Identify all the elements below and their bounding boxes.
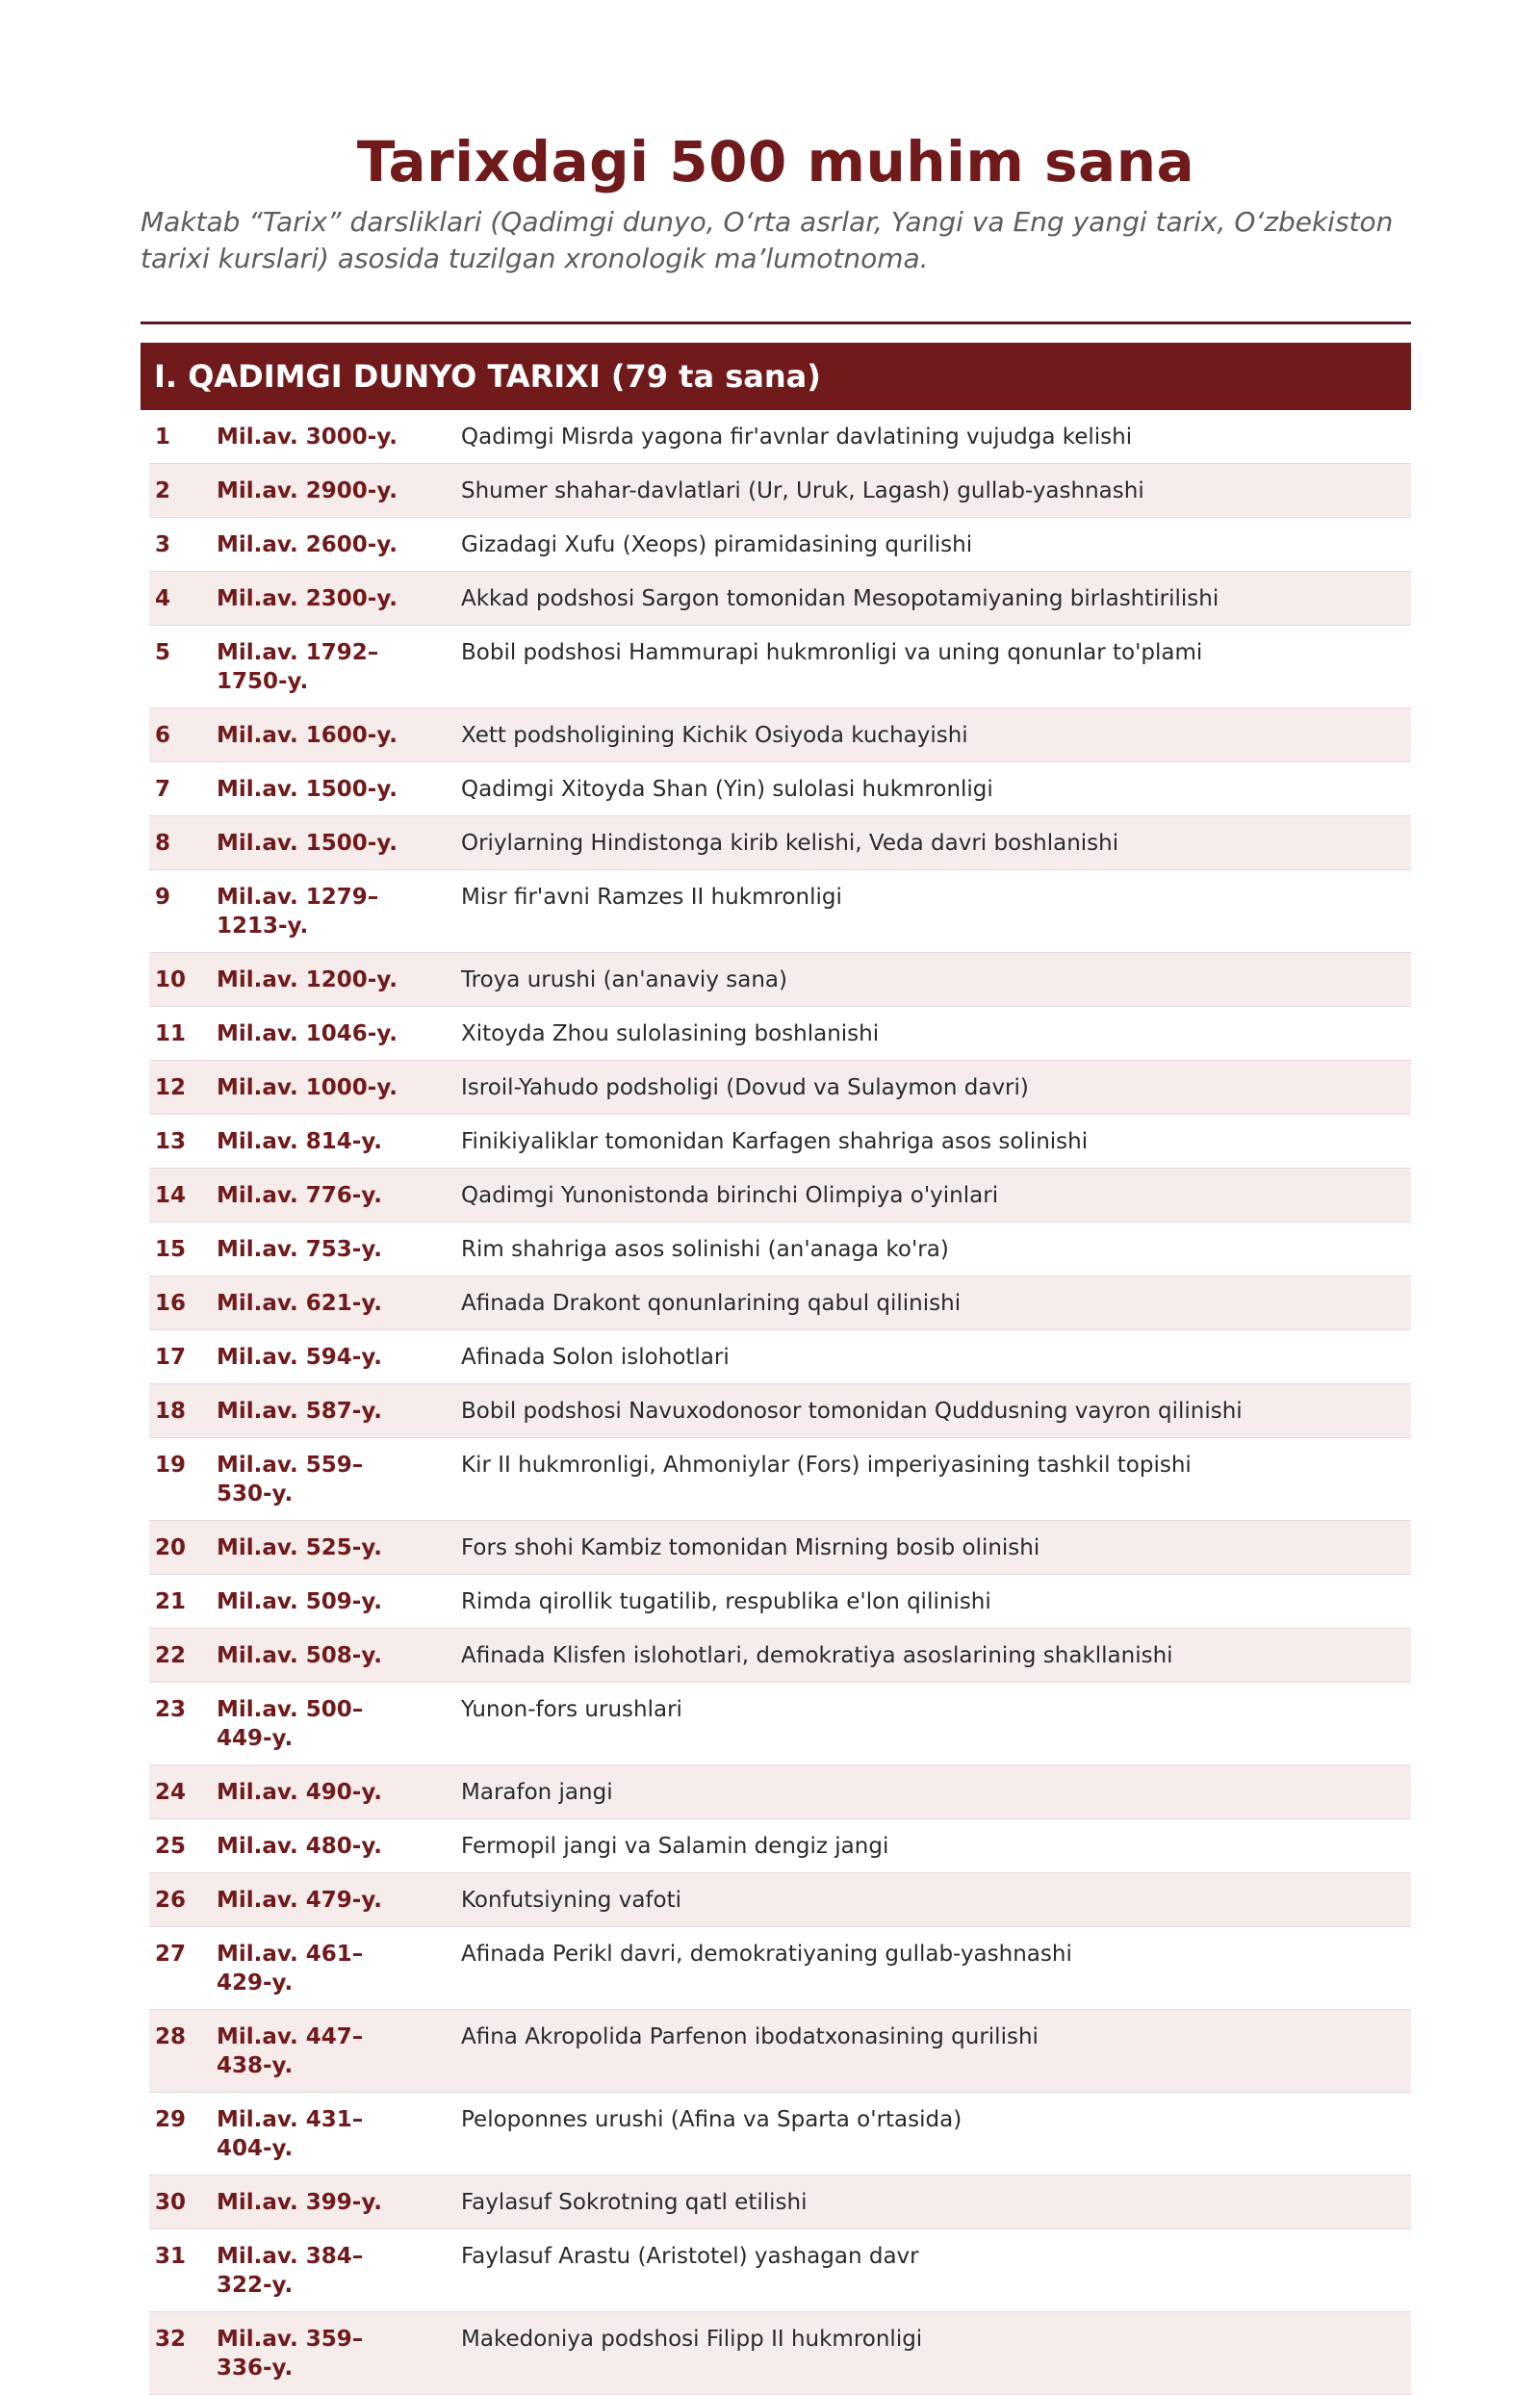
row-date: Mil.av. 431–404-y.	[217, 2107, 364, 2161]
row-date-cell	[217, 1061, 461, 1115]
row-number: 16	[149, 1276, 217, 1330]
row-date: Mil.av. 384–322-y.	[217, 2244, 364, 2298]
row-date-cell	[217, 1276, 461, 1330]
row-event: Troya urushi (an'anaviy sana)	[461, 953, 1411, 1007]
row-date: Mil.av. 2900-y.	[217, 478, 398, 503]
row-event: Finikiyaliklar tomonidan Karfagen shahriga asos solinishi	[461, 1115, 1411, 1169]
row-event: Xitoyda Zhou sulolasining boshlanishi	[461, 1007, 1411, 1061]
row-date: Mil.av. 587-y.	[217, 1399, 382, 1424]
table-row	[149, 1683, 1411, 1765]
row-date: Mil.av. 594-y.	[217, 1345, 382, 1370]
row-date-cell	[217, 1169, 461, 1223]
row-event: Afinada Klisfen islohotlari, demokratiya asoslarining shakllanishi	[461, 1629, 1411, 1683]
table-row	[149, 2312, 1411, 2395]
table-row	[149, 1223, 1411, 1276]
row-number: 18	[149, 1384, 217, 1438]
document-subtitle: Maktab “Tarix” darsliklari (Qadimgi dunyo, O‘rta asrlar, Yangi va Eng yangi tarix, O‘zbekiston tarixi kurslari) asosida tuzilgan xronologik ma’lumotnoma.	[141, 206, 1394, 274]
chronology-rows	[149, 410, 1411, 2395]
table-row	[149, 953, 1411, 1007]
row-date-cell	[217, 2229, 461, 2312]
row-number: 10	[149, 953, 217, 1007]
table-row	[149, 410, 1411, 464]
row-date: Mil.av. 3000-y.	[217, 425, 398, 450]
table-row	[149, 1521, 1411, 1575]
chronology-table	[149, 410, 1411, 2395]
row-date: Mil.av. 1200-y.	[217, 967, 398, 992]
row-number: 7	[149, 762, 217, 816]
table-row	[149, 708, 1411, 762]
row-date-cell	[217, 1115, 461, 1169]
row-number: 22	[149, 1629, 217, 1683]
table-row	[149, 1438, 1411, 1521]
row-event: Xett podsholigining Kichik Osiyoda kuchayishi	[461, 708, 1411, 762]
row-date-cell	[217, 1575, 461, 1629]
row-date-cell	[217, 1438, 461, 1521]
row-number: 17	[149, 1330, 217, 1384]
row-date-cell	[217, 1330, 461, 1384]
row-number: 20	[149, 1521, 217, 1575]
table-row	[149, 1061, 1411, 1115]
document-page	[141, 0, 1411, 2395]
table-row	[149, 762, 1411, 816]
row-number: 24	[149, 1765, 217, 1819]
row-date: Mil.av. 509-y.	[217, 1589, 382, 1614]
row-number: 1	[149, 410, 217, 464]
row-date: Mil.av. 753-y.	[217, 1237, 382, 1262]
row-event: Akkad podshosi Sargon tomonidan Mesopotamiyaning birlashtirilishi	[461, 572, 1411, 626]
row-date: Mil.av. 2600-y.	[217, 532, 398, 557]
row-event: Afina Akropolida Parfenon ibodatxonasining qurilishi	[461, 2010, 1411, 2093]
row-date-cell	[217, 410, 461, 464]
row-number: 4	[149, 572, 217, 626]
row-date: Mil.av. 1500-y.	[217, 777, 398, 802]
table-row	[149, 1169, 1411, 1223]
table-row	[149, 1629, 1411, 1683]
table-row	[149, 2010, 1411, 2093]
table-row	[149, 1115, 1411, 1169]
row-date-cell	[217, 816, 461, 870]
table-row	[149, 870, 1411, 953]
row-number: 29	[149, 2093, 217, 2176]
row-number: 5	[149, 626, 217, 708]
row-number: 26	[149, 1873, 217, 1927]
row-date-cell	[217, 1223, 461, 1276]
row-date-cell	[217, 1384, 461, 1438]
table-row	[149, 2229, 1411, 2312]
table-row	[149, 2093, 1411, 2176]
table-row	[149, 1927, 1411, 2010]
row-date-cell	[217, 2312, 461, 2395]
row-event: Kir II hukmronligi, Ahmoniylar (Fors) imperiyasining tashkil topishi	[461, 1438, 1411, 1521]
table-row	[149, 1330, 1411, 1384]
row-number: 31	[149, 2229, 217, 2312]
row-event: Rimda qirollik tugatilib, respublika e'lon qilinishi	[461, 1575, 1411, 1629]
row-event: Gizadagi Xufu (Xeops) piramidasining qurilishi	[461, 518, 1411, 572]
table-row	[149, 1384, 1411, 1438]
row-date: Mil.av. 559–530-y.	[217, 1453, 364, 1507]
row-number: 8	[149, 816, 217, 870]
row-date: Mil.av. 1000-y.	[217, 1075, 398, 1100]
row-event: Faylasuf Sokrotning qatl etilishi	[461, 2176, 1411, 2229]
row-date-cell	[217, 1007, 461, 1061]
row-date: Mil.av. 508-y.	[217, 1643, 382, 1668]
table-row	[149, 1873, 1411, 1927]
row-event: Peloponnes urushi (Afina va Sparta o'rtasida)	[461, 2093, 1411, 2176]
row-date-cell	[217, 1819, 461, 1873]
row-number: 9	[149, 870, 217, 953]
row-number: 6	[149, 708, 217, 762]
row-date-cell	[217, 1683, 461, 1765]
row-date-cell	[217, 572, 461, 626]
row-date-cell	[217, 708, 461, 762]
row-number: 15	[149, 1223, 217, 1276]
row-event: Faylasuf Arastu (Aristotel) yashagan davr	[461, 2229, 1411, 2312]
row-date-cell	[217, 464, 461, 518]
row-number: 21	[149, 1575, 217, 1629]
row-number: 3	[149, 518, 217, 572]
table-row	[149, 816, 1411, 870]
row-date: Mil.av. 525-y.	[217, 1535, 382, 1560]
row-date-cell	[217, 1521, 461, 1575]
row-event: Fermopil jangi va Salamin dengiz jangi	[461, 1819, 1411, 1873]
row-date-cell	[217, 762, 461, 816]
row-event: Rim shahriga asos solinishi (an'anaga ko'ra)	[461, 1223, 1411, 1276]
row-event: Bobil podshosi Navuxodonosor tomonidan Quddusning vayron qilinishi	[461, 1384, 1411, 1438]
row-date: Mil.av. 776-y.	[217, 1183, 382, 1208]
table-row	[149, 2176, 1411, 2229]
section-heading: I. QADIMGI DUNYO TARIXI (79 ta sana)	[141, 343, 1411, 410]
row-event: Bobil podshosi Hammurapi hukmronligi va uning qonunlar to'plami	[461, 626, 1411, 708]
row-date-cell	[217, 1765, 461, 1819]
row-date-cell	[217, 2176, 461, 2229]
row-event: Yunon-fors urushlari	[461, 1683, 1411, 1765]
row-event: Marafon jangi	[461, 1765, 1411, 1819]
row-number: 2	[149, 464, 217, 518]
table-row	[149, 1575, 1411, 1629]
row-event: Makedoniya podshosi Filipp II hukmronligi	[461, 2312, 1411, 2395]
document-title: Tarixdagi 500 muhim sana	[356, 129, 1195, 194]
table-row	[149, 1819, 1411, 1873]
row-date: Mil.av. 1792–1750-y.	[217, 640, 379, 694]
row-number: 13	[149, 1115, 217, 1169]
row-date-cell	[217, 1873, 461, 1927]
row-number: 25	[149, 1819, 217, 1873]
row-number: 23	[149, 1683, 217, 1765]
row-number: 28	[149, 2010, 217, 2093]
row-date-cell	[217, 1629, 461, 1683]
row-date-cell	[217, 518, 461, 572]
row-event: Shumer shahar-davlatlari (Ur, Uruk, Lagash) gullab-yashnashi	[461, 464, 1411, 518]
table-row	[149, 1276, 1411, 1330]
row-event: Konfutsiyning vafoti	[461, 1873, 1411, 1927]
row-date: Mil.av. 1500-y.	[217, 831, 398, 856]
row-date: Mil.av. 621-y.	[217, 1291, 382, 1316]
row-date: Mil.av. 447–438-y.	[217, 2024, 364, 2078]
row-date: Mil.av. 500–449-y.	[217, 1697, 364, 1751]
row-event: Afinada Perikl davri, demokratiyaning gullab-yashnashi	[461, 1927, 1411, 2010]
table-row	[149, 464, 1411, 518]
row-date: Mil.av. 461–429-y.	[217, 1942, 364, 1996]
table-row	[149, 1007, 1411, 1061]
title-divider	[141, 322, 1411, 324]
row-event: Fors shohi Kambiz tomonidan Misrning bosib olinishi	[461, 1521, 1411, 1575]
table-row	[149, 626, 1411, 708]
row-date: Mil.av. 480-y.	[217, 1834, 382, 1859]
row-event: Afinada Solon islohotlari	[461, 1330, 1411, 1384]
row-event: Qadimgi Misrda yagona fir'avnlar davlatining vujudga kelishi	[461, 410, 1411, 464]
row-date: Mil.av. 399-y.	[217, 2190, 382, 2215]
row-event: Qadimgi Yunonistonda birinchi Olimpiya o'yinlari	[461, 1169, 1411, 1223]
row-date: Mil.av. 1046-y.	[217, 1021, 398, 1046]
row-date: Mil.av. 479-y.	[217, 1888, 382, 1913]
row-date-cell	[217, 626, 461, 708]
row-date-cell	[217, 870, 461, 953]
row-number: 19	[149, 1438, 217, 1521]
row-number: 30	[149, 2176, 217, 2229]
row-date-cell	[217, 953, 461, 1007]
row-number: 14	[149, 1169, 217, 1223]
table-row	[149, 572, 1411, 626]
row-date: Mil.av. 2300-y.	[217, 586, 398, 611]
row-event: Misr fir'avni Ramzes II hukmronligi	[461, 870, 1411, 953]
row-event: Oriylarning Hindistonga kirib kelishi, Veda davri boshlanishi	[461, 816, 1411, 870]
row-date: Mil.av. 359–336-y.	[217, 2327, 364, 2381]
row-event: Qadimgi Xitoyda Shan (Yin) sulolasi hukmronligi	[461, 762, 1411, 816]
row-number: 32	[149, 2312, 217, 2395]
row-date: Mil.av. 814-y.	[217, 1129, 382, 1154]
row-date: Mil.av. 490-y.	[217, 1780, 382, 1805]
row-number: 11	[149, 1007, 217, 1061]
row-event: Isroil-Yahudo podsholigi (Dovud va Sulaymon davri)	[461, 1061, 1411, 1115]
row-date-cell	[217, 2093, 461, 2176]
row-event: Afinada Drakont qonunlarining qabul qilinishi	[461, 1276, 1411, 1330]
row-date: Mil.av. 1279–1213-y.	[217, 885, 379, 939]
row-date-cell	[217, 2010, 461, 2093]
row-date-cell	[217, 1927, 461, 2010]
row-date: Mil.av. 1600-y.	[217, 723, 398, 748]
row-number: 12	[149, 1061, 217, 1115]
table-row	[149, 518, 1411, 572]
table-row	[149, 1765, 1411, 1819]
row-number: 27	[149, 1927, 217, 2010]
